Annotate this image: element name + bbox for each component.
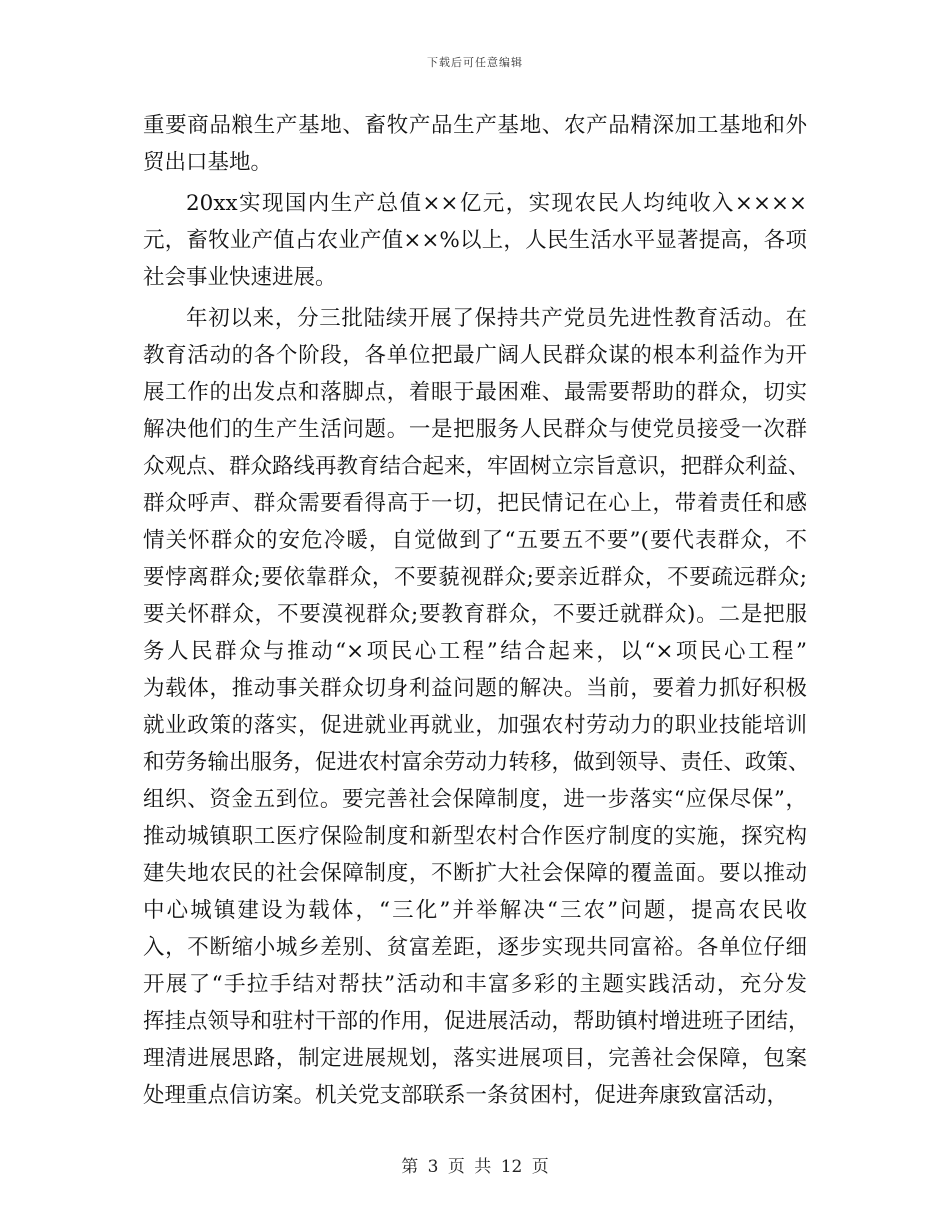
paragraph-line: 推动城镇职工医疗保险制度和新型农村合作医疗制度的实施，探究构: [143, 824, 807, 849]
paragraph-line: 就业政策的落实，促进就业再就业，加强农村劳动力的职业技能培训: [143, 713, 807, 738]
paragraph-line: 展工作的出发点和落脚点，着眼于最困难、最需要帮助的群众，切实: [143, 380, 807, 405]
paragraph-line: 年初以来，分三批陆续开展了保持共产党员先进性教育活动。在: [186, 306, 807, 331]
body-text: [143, 107, 810, 1114]
paragraph-3: [143, 300, 810, 1114]
paragraph-line: 建失地农民的社会保障制度，不断扩大社会保障的覆盖面。要以推动: [143, 861, 807, 886]
paragraph-line: 为载体，推动事关群众切身利益问题的解决。当前，要着力抓好积极: [143, 676, 807, 701]
paragraph-line: 挥挂点领导和驻村干部的作用，促进展活动，帮助镇村增进班子团结，: [143, 1009, 810, 1034]
paragraph-line: 要悖离群众;要依靠群众，不要藐视群众;要亲近群众，不要疏远群众;: [143, 565, 807, 590]
paragraph-line: 理清进展思路，制定进展规划，落实进展项目，完善社会保障，包案: [143, 1046, 807, 1071]
paragraph-line: 元，畜牧业产值占农业产值××%以上，人民生活水平显著提高，各项: [143, 228, 807, 253]
paragraph-1: [143, 107, 807, 181]
paragraph-line: 贸出口基地。: [143, 150, 273, 175]
paragraph-line: 20xx实现国内生产总值××亿元，实现农民人均纯收入××××: [186, 191, 807, 216]
paragraph-line: 开展了“手拉手结对帮扶”活动和丰富多彩的主题实践活动，充分发: [143, 972, 807, 997]
paragraph-line: 众观点、群众路线再教育结合起来，牢固树立宗旨意识，把群众利益、: [143, 454, 810, 479]
paragraph-line: 处理重点信访案。机关党支部联系一条贫困村，促进奔康致富活动，: [143, 1083, 789, 1108]
paragraph-line: 组织、资金五到位。要完善社会保障制度，进一步落实“应保尽保”，: [143, 787, 807, 812]
paragraph-line: 情关怀群众的安危冷暖，自觉做到了“五要五不要”(要代表群众，不: [143, 528, 807, 553]
paragraph-line: 入，不断缩小城乡差别、贫富差距，逐步实现共同富裕。各单位仔细: [143, 935, 807, 960]
paragraph-line: 中心城镇建设为载体，“三化”并举解决“三农”问题，提高农民收: [143, 898, 807, 923]
paragraph-line: 重要商品粮生产基地、畜牧产品生产基地、农产品精深加工基地和外: [143, 113, 807, 138]
paragraph-line: 教育活动的各个阶段，各单位把最广阔人民群众谋的根本利益作为开: [143, 343, 807, 368]
paragraph-line: 要关怀群众，不要漠视群众;要教育群众，不要迁就群众)。二是把服: [143, 602, 807, 627]
paragraph-line: 解决他们的生产生活问题。一是把服务人民群众与使党员接受一次群: [143, 417, 807, 442]
paragraph-line: 群众呼声、群众需要看得高于一切，把民情记在心上，带着责任和感: [143, 491, 807, 516]
paragraph-line: 和劳务输出服务，促进农村富余劳动力转移，做到领导、责任、政策、: [143, 750, 810, 775]
paragraph-2: [143, 185, 807, 296]
paragraph-line: 社会事业快速进展。: [143, 265, 337, 290]
page-number-footer: 第 3 页 共 12 页: [401, 1157, 549, 1177]
header-note: 下载后可任意编辑: [427, 56, 523, 69]
paragraph-line: 务人民群众与推动“×项民心工程”结合起来，以“×项民心工程”: [143, 639, 807, 664]
